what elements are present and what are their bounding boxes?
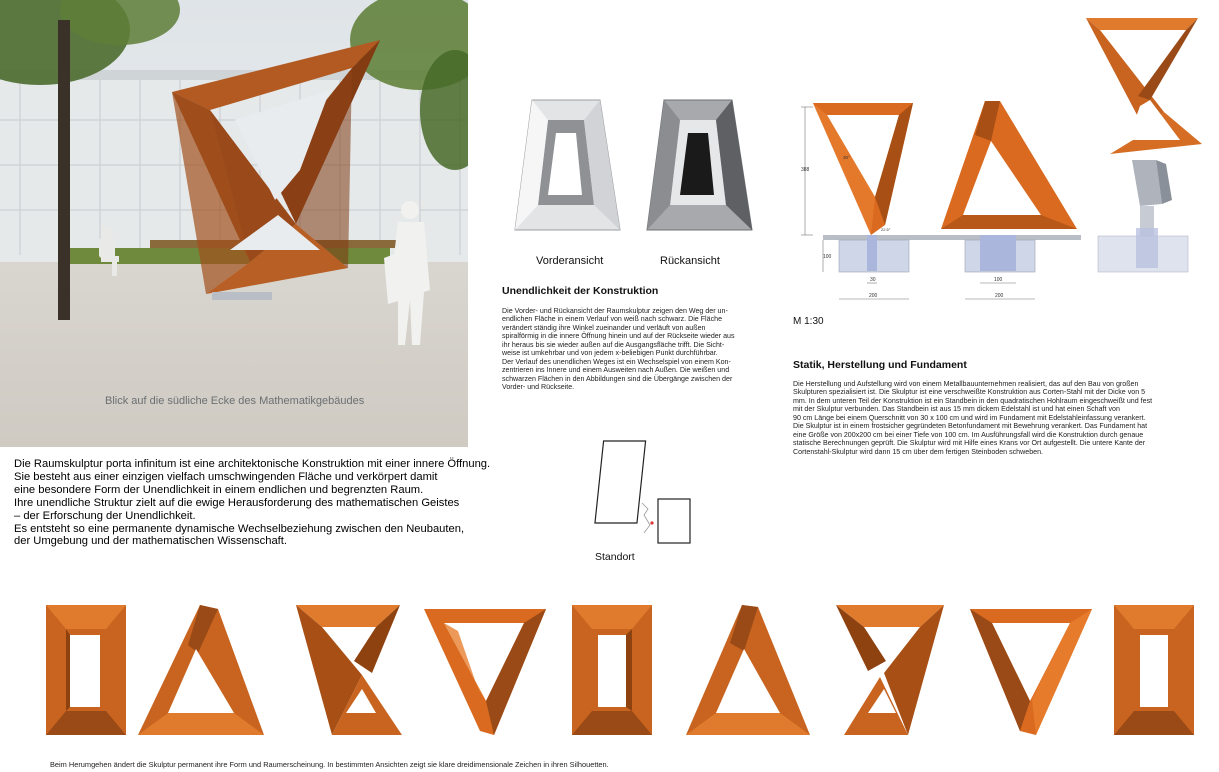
site-label: Standort bbox=[595, 551, 635, 563]
view-frame-9 bbox=[1114, 605, 1194, 735]
dim-angle-1: 30° bbox=[843, 155, 850, 160]
view-hourglass-7 bbox=[836, 605, 944, 735]
view-triangle-6 bbox=[686, 605, 810, 735]
site-marker-icon bbox=[650, 521, 653, 524]
construction-line: verändert ständig ihre Winkel zueinander und verläuft von außen bbox=[502, 323, 706, 332]
statik-line: Skulpturen spezialisiert ist. Die Skulptur ist eine verschweißte Konstruktion aus Corten-Stahl mit der Dicke von 5 bbox=[793, 388, 1146, 397]
construction-line: schwarzen Flächen in den Abbildungen sind die Übergänge zwischen der bbox=[502, 374, 733, 383]
technical-drawing bbox=[795, 95, 1095, 310]
construction-text bbox=[502, 307, 735, 392]
statik-text bbox=[793, 380, 1152, 456]
statik-title: Statik, Herstellung und Fundament bbox=[793, 359, 967, 371]
construction-line: weise ist umkehrbar und von jedem x-beliebigen Punkt durchführbar. bbox=[502, 349, 718, 358]
dim-height: 388 bbox=[801, 167, 810, 173]
hero-scene bbox=[0, 0, 468, 447]
construction-line: ihr heraus bis sie wieder außen auf die Ausgangsfläche trifft. Die Sicht- bbox=[502, 340, 725, 349]
hero-rendering bbox=[0, 0, 468, 447]
intro-line: Die Raumskulptur porta infinitum ist eine architektonische Konstruktion mit einer innere Öffnung. bbox=[14, 458, 491, 470]
elevation-2 bbox=[941, 101, 1077, 229]
statik-line: mm. In dem unteren Teil der Konstruktion ist ein Standbein in den quadratischen Hohlraum eingeschweißt und fest bbox=[793, 396, 1153, 405]
construction-line: Der Verlauf des unendlichen Weges ist ein Wechselspiel von einem Kon- bbox=[502, 357, 731, 366]
rotation-sequence bbox=[40, 603, 1200, 739]
statik-line: eine Größe von 200x200 cm bei einer Tiefe von 100 cm. Im Ausführungsfall wird die Konstruktion durch genaue bbox=[793, 430, 1144, 439]
site-plan bbox=[590, 437, 700, 547]
construction-line: zentrieren ins Innere und einem Ausweiten nach Außen. Die weißen und bbox=[502, 366, 730, 375]
view-inverted-triangle-8 bbox=[970, 609, 1092, 735]
intro-line: Ihre unendliche Struktur zielt auf die ewige Herausforderung des mathematischen Geistes bbox=[14, 496, 460, 509]
statik-line: Die Skulptur ist in einem frostsicher gegründeten Betonfundament mit Bewehrung verankert. Das Fundament hat bbox=[793, 422, 1148, 431]
view-triangle-2 bbox=[138, 605, 264, 735]
statik-line: Cortenstahl-Skulptur wird dann 15 cm über dem fertigen Steinboden schweben. bbox=[793, 447, 1043, 456]
intro-line: Sie besteht aus einer einzigen vielfach umschwingenden Fläche und verkörpert damit bbox=[14, 470, 438, 483]
tree-trunk bbox=[58, 20, 70, 320]
view-inverted-triangle-4 bbox=[424, 609, 546, 735]
view-frame-1 bbox=[46, 605, 126, 735]
intro-line: eine besondere Form der Unendlichkeit in einem endlichen und begrenzten Raum. bbox=[14, 483, 424, 496]
construction-line: spiralförmig in die innere Öffnung hinein und auf der Rückseite wieder aus bbox=[502, 332, 735, 341]
dim-angle-2: 22.5° bbox=[881, 227, 891, 232]
sculpture-3d-top bbox=[1086, 18, 1202, 154]
statik-line: statische Berechnungen geprüft. Die Skulptur wird mit Hilfe eines Krans vor Ort aufgestellt. Die untere Kante der bbox=[793, 439, 1146, 448]
hero-caption: Blick auf die südliche Ecke des Mathematikgebäudes bbox=[105, 395, 365, 407]
scale-label: M 1:30 bbox=[793, 316, 824, 327]
view-frame-5 bbox=[572, 605, 652, 735]
construction-line: Die Vorder- und Rückansicht der Raumskulptur zeigen den Weg der un- bbox=[502, 307, 728, 315]
back-view-drawing bbox=[647, 100, 752, 230]
footer-caption: Beim Herumgehen ändert die Skulptur permanent ihre Form und Raumerscheinung. In bestimmten Ansichten zeigt sie klare dreidimensionale Zeichen in ihren Silhouetten. bbox=[50, 760, 609, 769]
steel-stand-3d bbox=[1098, 160, 1188, 272]
back-view-label: Rückansicht bbox=[660, 255, 720, 267]
front-back-views bbox=[510, 95, 770, 235]
dim-base-width: 200 bbox=[869, 293, 878, 299]
statik-line: mit der Skulptur verbunden. Das Standbein ist aus 15 mm dickem Edelstahl ist und hat einen Schaft von bbox=[793, 405, 1120, 414]
statik-line: 90 cm Länge bei einem Querschnitt von 30 x 100 cm und wird im Fundament mit Edelstahleinfassung verankert. bbox=[793, 413, 1146, 422]
front-view-drawing bbox=[515, 100, 620, 230]
statik-line: Die Herstellung und Aufstellung wird von einem Metallbauunternehmen realisiert, das auf den Bau von großen bbox=[793, 380, 1139, 388]
front-view-label: Vorderansicht bbox=[536, 255, 604, 267]
sculpture-3d-views bbox=[1080, 14, 1208, 276]
view-hourglass-3 bbox=[296, 605, 402, 735]
dim-shaft-2: 100 bbox=[994, 277, 1003, 283]
construction-line: endlichen Fläche in einem Verlauf von weiß nach schwarz. Die Fläche bbox=[502, 315, 723, 324]
dim-base-width-2: 200 bbox=[995, 293, 1004, 299]
intro-line: – der Erforschung der Unendlichkeit. bbox=[14, 509, 196, 522]
intro-line: Es entsteht so eine permanente dynamische Wechselbeziehung zwischen den Neubauten, bbox=[14, 522, 465, 535]
dim-shaft: 30 bbox=[870, 277, 876, 283]
intro-text bbox=[14, 458, 514, 548]
intro-line: der Umgebung und der mathematischen Wissenschaft. bbox=[14, 535, 287, 548]
dim-foundation-depth: 100 bbox=[823, 254, 832, 260]
construction-title: Unendlichkeit der Konstruktion bbox=[502, 285, 659, 297]
elevation-1 bbox=[813, 103, 913, 235]
construction-line: Vorder- und Rückseite. bbox=[502, 383, 575, 392]
